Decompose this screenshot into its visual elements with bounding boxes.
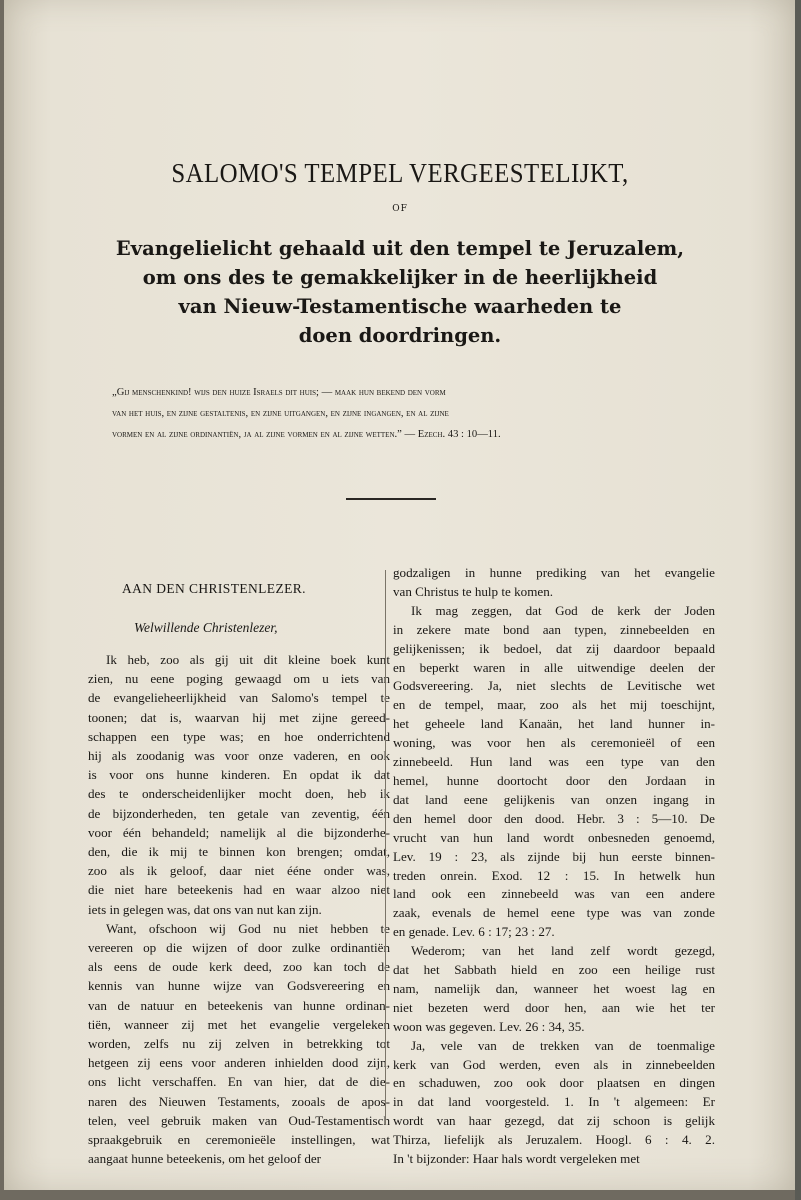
page-title: SALOMO'S TEMPEL VERGEESTELIJKT,	[171, 158, 629, 188]
text-line: woning, was voor hen als ceremonieël of een	[393, 735, 715, 751]
text-line: toonen; dat is, waarvan hij met zijne gereed-	[88, 709, 390, 725]
text-line: zien, nu eene poging gewaagd om u iets van	[88, 671, 390, 687]
text-line: Wederom; van het land zelf wordt gezegd,	[411, 943, 715, 959]
text-line: schappen een type was; en hoe onderrichtend	[88, 728, 390, 744]
text-line: hij als zoodanig was voor onze vaderen, en ook	[88, 748, 390, 764]
text-line: kennis van hunne wijze van Godsvereering en	[88, 978, 390, 994]
title-conjunction: OF	[392, 204, 408, 214]
text-line: van Christus te hulp te komen.	[393, 583, 554, 599]
epigraph-line: van het huis, en zijne gestaltenis, en zijne uitgangen, en zijne ingangen, en al zijne	[112, 408, 449, 419]
text-line: in dat land voorgesteld. 1. In 't algemeen: Er	[393, 1094, 715, 1110]
text-line: Thirza, liefelijk als Jeruzalem. Hoogl. 6 : 4. 2.	[393, 1132, 715, 1148]
text-line: Lev. 19 : 23, als zijnde bij hun eerste binnen-	[393, 848, 715, 864]
text-line: ons licht verschaffen. En van hier, dat de die-	[88, 1074, 390, 1090]
salutation: Welwillende Christenlezer,	[134, 620, 278, 635]
book-cover-edge	[795, 0, 801, 1200]
subtitle-line: doen doordringen.	[298, 324, 502, 347]
text-line: Ja, vele van de trekken van de toenmalige	[411, 1037, 715, 1053]
text-line: van de natuur en beteekenis van hunne ordinan-	[88, 997, 390, 1013]
text-line: godzaligen in hunne prediking van het evangelie	[393, 565, 715, 580]
text-line: en beperkt waren in alle uitwendige deelen der	[393, 659, 715, 675]
text-line: dat land eene gelijkenis van onzen ingang in	[393, 791, 715, 807]
subtitle	[64, 234, 736, 350]
subtitle-line: om ons des te gemakkelijker in de heerlijkheid	[142, 266, 658, 289]
text-line: het geheele land Kanaän, het land hunner in-	[393, 716, 715, 732]
text-line: en schaduwen, zoo ook door plaatsen en dingen	[393, 1075, 715, 1091]
text-line: is voor ons hunne kinderen. En opdat ik dat	[88, 767, 390, 783]
text-line: naren des Nieuwen Testaments, zooals de apos-	[88, 1093, 390, 1109]
text-line: In 't bijzonder: Haar hals wordt vergeleken met	[393, 1151, 640, 1167]
text-line: voor één behandeld; namelijk al die bijzonderhe-	[88, 824, 390, 840]
right-column	[393, 564, 715, 1169]
text-line: telen, veel gebruik maken van Oud-Testamentisch	[88, 1112, 390, 1128]
text-line: nam, namelijk dan, wanneer het woest lag en	[393, 980, 715, 996]
text-line: zinnebeeld. Hun land was een type van den	[393, 754, 715, 770]
text-line: die niet hare beteekenis had en waar alzoo niet	[88, 882, 390, 898]
text-line: Want, ofschoon wij God nu niet hebben te	[106, 920, 390, 936]
text-line: Godsvereering. Ja, niet slechts de Levitische wet	[393, 678, 715, 694]
text-line: en genade. Lev. 6 : 17; 23 : 27.	[393, 924, 555, 940]
section-heading: AAN DEN CHRISTENLEZER.	[122, 581, 306, 596]
text-line: woon was gegeven. Lev. 26 : 34, 35.	[393, 1018, 585, 1034]
text-line: hetgeen zij eens voor anderen inhielden dood zijn,	[88, 1055, 390, 1071]
text-line: niet bezeten werd door hen, aan wie het ter	[393, 999, 715, 1015]
text-line: iets in gelegen was, dat ons van nut kan zijn.	[88, 901, 322, 917]
text-line: Ik mag zeggen, dat God de kerk der Joden	[411, 602, 715, 618]
epigraph-line: „Gij menschenkind! wijs den huize Israels dit huis; — maak hun bekend den vorm	[112, 387, 446, 398]
text-line: land ook een zinnebeeld was van een andere	[393, 886, 715, 902]
left-column	[88, 650, 390, 1168]
text-line: dat het Sabbath hield en zoo een heilige rust	[393, 962, 715, 978]
text-line: vrucht van hun land wordt onbesneden genoemd,	[393, 829, 715, 845]
text-line: zoo als ik geloof, daar niet ééne onder was,	[88, 863, 390, 879]
text-line: de bijzonderheden, ten getale van zeventig, één	[88, 805, 390, 821]
text-line: en de tempel, maar, zoo als het mij toeschijnt,	[393, 697, 715, 713]
text-line: hemel, hunne doortocht door den Jordaan in	[393, 772, 715, 788]
text-line: Ik heb, zoo als gij uit dit kleine boek kunt	[106, 652, 390, 667]
text-line: kerk van God werden, even als in zinnebeelden	[393, 1056, 715, 1072]
text-line: als eens de oude kerk deed, zoo kan toch de	[88, 959, 390, 975]
text-line: des te onderscheidenlijker mocht doen, heb ik	[88, 786, 390, 802]
text-line: zaak, evenals de hemel eene type was van zonde	[393, 905, 715, 921]
text-line: in zekere mate bond aan typen, zinnebeelden en	[393, 621, 715, 637]
subtitle-line: Evangelielicht gehaald uit den tempel te Jeruzalem,	[115, 237, 685, 260]
text-line: spraakgebruik en ceremonieële instellingen, wat	[88, 1132, 390, 1148]
column-divider	[385, 570, 386, 1125]
text-line: wordt van haar gezegd, dat zij schoon is gelijk	[393, 1113, 715, 1129]
text-line: aangaat hunne beteekenis, om het geloof der	[88, 1151, 322, 1167]
text-line: vereeren op die wijzen of door zulke ordinantiën	[88, 940, 390, 956]
epigraph-quote	[112, 382, 716, 445]
text-line: tiën, wanneer zij met het evangelie vergeleken	[88, 1016, 390, 1032]
book-page	[4, 0, 796, 1190]
text-line: gelijkenissen; ik bedoel, dat zij daardoor bepaald	[393, 640, 715, 656]
section-rule	[346, 498, 436, 500]
text-line: den, die ik mij te binnen kon brengen; omdat,	[88, 844, 390, 860]
text-line: de evangelieheerlijkheid van Salomo's tempel te	[88, 690, 390, 706]
text-line: treden onrein. Exod. 12 : 15. In hetwelk hun	[393, 867, 715, 883]
text-line: den hemel door den dood. Hebr. 3 : 5—10. De	[393, 810, 715, 826]
text-line: worden, zelfs nu zij zelven in betrekking tot	[88, 1036, 390, 1052]
subtitle-line: van Nieuw-Testamentische waarheden te	[178, 295, 622, 318]
epigraph-line: vormen en al zijne ordinantiën, ja al zijne vormen en al zijne wetten.” — Ezech. 43 : 10—11.	[112, 429, 501, 440]
